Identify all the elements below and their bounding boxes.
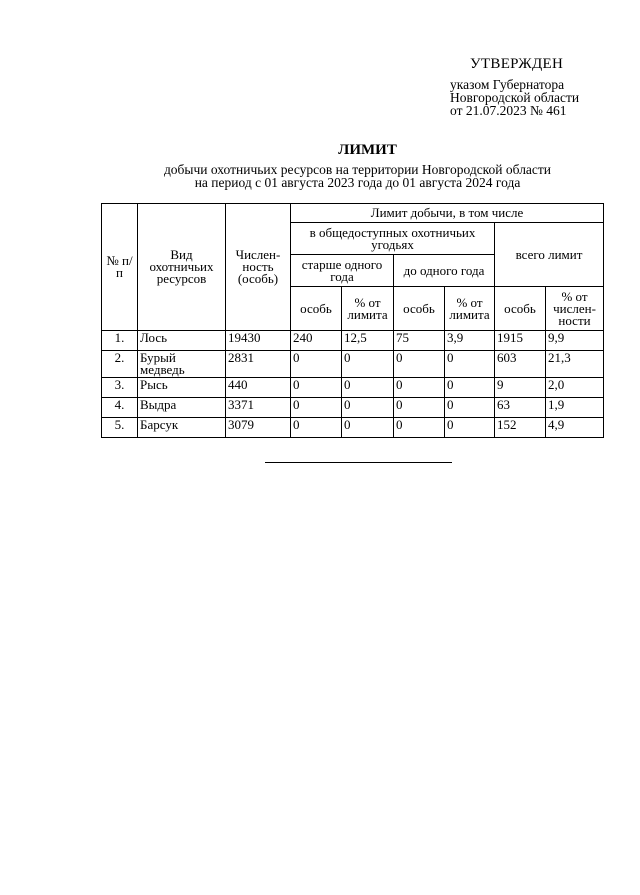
cell-older-pct: 0 xyxy=(342,351,394,378)
document-subtitle xyxy=(0,163,640,189)
cell-younger-pct: 0 xyxy=(445,378,495,398)
cell-older-pct: 0 xyxy=(342,378,394,398)
cell-older-individuals: 0 xyxy=(291,398,342,418)
cell-total-individuals: 63 xyxy=(495,398,546,418)
cell-older-individuals: 0 xyxy=(291,351,342,378)
cell-species: Рысь xyxy=(138,378,226,398)
document-title: ЛИМИТ xyxy=(338,142,397,158)
cell-total-pct: 4,9 xyxy=(546,418,604,438)
closing-rule xyxy=(265,462,452,463)
header-total-limit: всего лимит xyxy=(495,223,604,287)
cell-younger-individuals: 0 xyxy=(394,398,445,418)
cell-total-pct: 1,9 xyxy=(546,398,604,418)
header-population: Числен-ность (особь) xyxy=(226,204,291,331)
decree-line-1: указом Губернатора xyxy=(450,77,565,92)
table-row xyxy=(102,331,604,351)
table-row xyxy=(102,418,604,438)
decree-reference xyxy=(450,78,579,117)
cell-total-pct: 21,3 xyxy=(546,351,604,378)
table-row xyxy=(102,378,604,398)
cell-younger-pct: 0 xyxy=(445,418,495,438)
cell-population: 3371 xyxy=(226,398,291,418)
header-limit-total: Лимит добычи, в том числе xyxy=(291,204,604,223)
cell-total-individuals: 152 xyxy=(495,418,546,438)
cell-older-pct: 0 xyxy=(342,418,394,438)
subtitle-line-2: на период с 01 августа 2023 года до 01 августа 2024 года xyxy=(194,175,521,190)
cell-total-pct: 9,9 xyxy=(546,331,604,351)
table-row xyxy=(102,398,604,418)
cell-younger-individuals: 0 xyxy=(394,418,445,438)
subtitle-line-1: добычи охотничьих ресурсов на территории Новгородской области xyxy=(163,162,552,177)
cell-older-individuals: 0 xyxy=(291,378,342,398)
cell-num: 5. xyxy=(102,418,138,438)
cell-older-pct: 12,5 xyxy=(342,331,394,351)
cell-num: 4. xyxy=(102,398,138,418)
cell-num: 1. xyxy=(102,331,138,351)
cell-species: Бурый медведь xyxy=(138,351,226,378)
cell-older-pct: 0 xyxy=(342,398,394,418)
header-older-pct: % от лимита xyxy=(342,287,394,331)
cell-total-individuals: 603 xyxy=(495,351,546,378)
header-public-lands: в общедоступных охотничьих угодьях xyxy=(291,223,495,255)
decree-line-3: от 21.07.2023 № 461 xyxy=(450,103,567,118)
cell-species: Выдра xyxy=(138,398,226,418)
cell-younger-individuals: 75 xyxy=(394,331,445,351)
header-older-individuals: особь xyxy=(291,287,342,331)
hunting-limits-table xyxy=(101,203,604,438)
cell-total-pct: 2,0 xyxy=(546,378,604,398)
cell-population: 3079 xyxy=(226,418,291,438)
cell-species: Лось xyxy=(138,331,226,351)
cell-population: 440 xyxy=(226,378,291,398)
cell-total-individuals: 9 xyxy=(495,378,546,398)
cell-older-individuals: 240 xyxy=(291,331,342,351)
cell-younger-individuals: 0 xyxy=(394,351,445,378)
header-older: старше одного года xyxy=(291,255,394,287)
header-total-pct: % от числен-ности xyxy=(546,287,604,331)
table-row xyxy=(102,351,604,378)
cell-species: Барсук xyxy=(138,418,226,438)
cell-total-individuals: 1915 xyxy=(495,331,546,351)
header-younger: до одного года xyxy=(394,255,495,287)
cell-younger-pct: 0 xyxy=(445,398,495,418)
header-younger-individuals: особь xyxy=(394,287,445,331)
header-total-individuals: особь xyxy=(495,287,546,331)
header-species: Вид охотничьих ресурсов xyxy=(138,204,226,331)
cell-num: 3. xyxy=(102,378,138,398)
header-younger-pct: % от лимита xyxy=(445,287,495,331)
approved-stamp: УТВЕРЖДЕН xyxy=(470,56,564,72)
header-num: № п/п xyxy=(102,204,138,331)
cell-older-individuals: 0 xyxy=(291,418,342,438)
cell-younger-individuals: 0 xyxy=(394,378,445,398)
cell-population: 2831 xyxy=(226,351,291,378)
cell-younger-pct: 3,9 xyxy=(445,331,495,351)
cell-population: 19430 xyxy=(226,331,291,351)
cell-num: 2. xyxy=(102,351,138,378)
cell-younger-pct: 0 xyxy=(445,351,495,378)
decree-line-2: Новгородской области xyxy=(450,90,580,105)
